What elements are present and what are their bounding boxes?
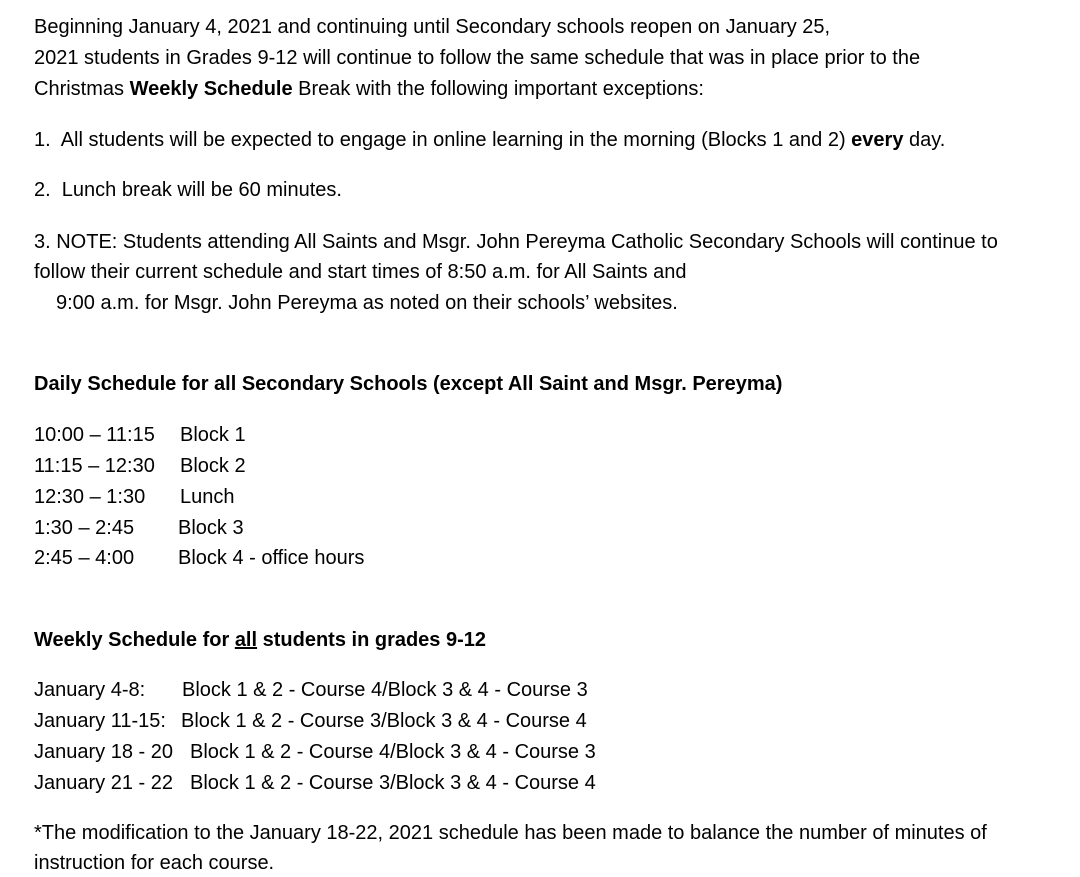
daily-row (34, 546, 364, 570)
footnote-line-2: instruction for each course. (34, 852, 275, 874)
intro-line-3-end: Break with the following important exceptions: (292, 78, 704, 100)
weekly-dates: January 11-15: (34, 710, 166, 732)
exception-item-1 (34, 128, 945, 152)
exception-item-3-line-2: follow their current schedule and start times of 8:50 a.m. for All Saints and (34, 261, 687, 283)
daily-activity: Block 4 - office hours (178, 547, 365, 569)
weekly-row (34, 740, 596, 764)
daily-row (34, 454, 246, 478)
weekly-plan: Block 1 & 2 - Course 4/Block 3 & 4 - Course 3 (182, 679, 588, 701)
weekly-dates: January 4-8: (34, 679, 146, 701)
weekly-row (34, 678, 588, 702)
daily-row (34, 485, 235, 509)
weekly-dates: January 21 - 22 (34, 772, 173, 794)
daily-activity: Lunch (180, 486, 235, 508)
exception-item-1-start: 1. All students will be expected to engage in online learning in the morning (Blocks 1 and 2) (34, 129, 852, 151)
daily-schedule-heading: Daily Schedule for all Secondary Schools (except All Saint and Msgr. Pereyma) (34, 373, 783, 395)
weekly-heading-underlined: all (234, 629, 258, 651)
weekly-row (34, 709, 587, 733)
exception-item-1-end: day. (903, 129, 946, 151)
weekly-row (34, 771, 596, 795)
daily-row (34, 516, 244, 540)
footnote-line-1: *The modification to the January 18-22, 2021 schedule has been made to balance the number of minutes of (34, 822, 987, 844)
exception-item-3-line-3: 9:00 a.m. for Msgr. John Pereyma as noted on their schools’ websites. (56, 292, 678, 314)
daily-time: 10:00 – 11:15 (34, 424, 155, 446)
weekly-plan: Block 1 & 2 - Course 4/Block 3 & 4 - Course 3 (190, 741, 596, 763)
weekly-dates: January 18 - 20 (34, 741, 173, 763)
daily-activity: Block 1 (180, 424, 246, 446)
weekly-schedule-heading (34, 628, 486, 652)
exception-item-1-bold: every (851, 129, 904, 151)
weekly-heading-end: students in grades 9-12 (257, 629, 487, 651)
weekly-plan: Block 1 & 2 - Course 3/Block 3 & 4 - Course 4 (190, 772, 596, 794)
daily-time: 1:30 – 2:45 (34, 517, 135, 539)
exception-item-3-line-1: 3. NOTE: Students attending All Saints and Msgr. John Pereyma Catholic Secondary Schools will continue to (34, 231, 998, 253)
weekly-heading-start: Weekly Schedule for (34, 629, 235, 651)
intro-line-2: 2021 students in Grades 9-12 will continue to follow the same schedule that was in place prior to the (34, 47, 921, 69)
daily-time: 2:45 – 4:00 (34, 547, 135, 569)
exception-item-2: 2. Lunch break will be 60 minutes. (34, 179, 342, 201)
daily-activity: Block 2 (180, 455, 246, 477)
daily-row (34, 423, 246, 447)
daily-time: 12:30 – 1:30 (34, 486, 146, 508)
intro-line-1: Beginning January 4, 2021 and continuing until Secondary schools reopen on January 25, (34, 16, 831, 38)
intro-line-3 (34, 77, 704, 101)
daily-activity: Block 3 (178, 517, 244, 539)
intro-bold-weekly-schedule: Weekly Schedule (129, 78, 293, 100)
intro-line-3-start: Christmas (34, 78, 130, 100)
weekly-plan: Block 1 & 2 - Course 3/Block 3 & 4 - Course 4 (181, 710, 587, 732)
daily-time: 11:15 – 12:30 (34, 455, 155, 477)
